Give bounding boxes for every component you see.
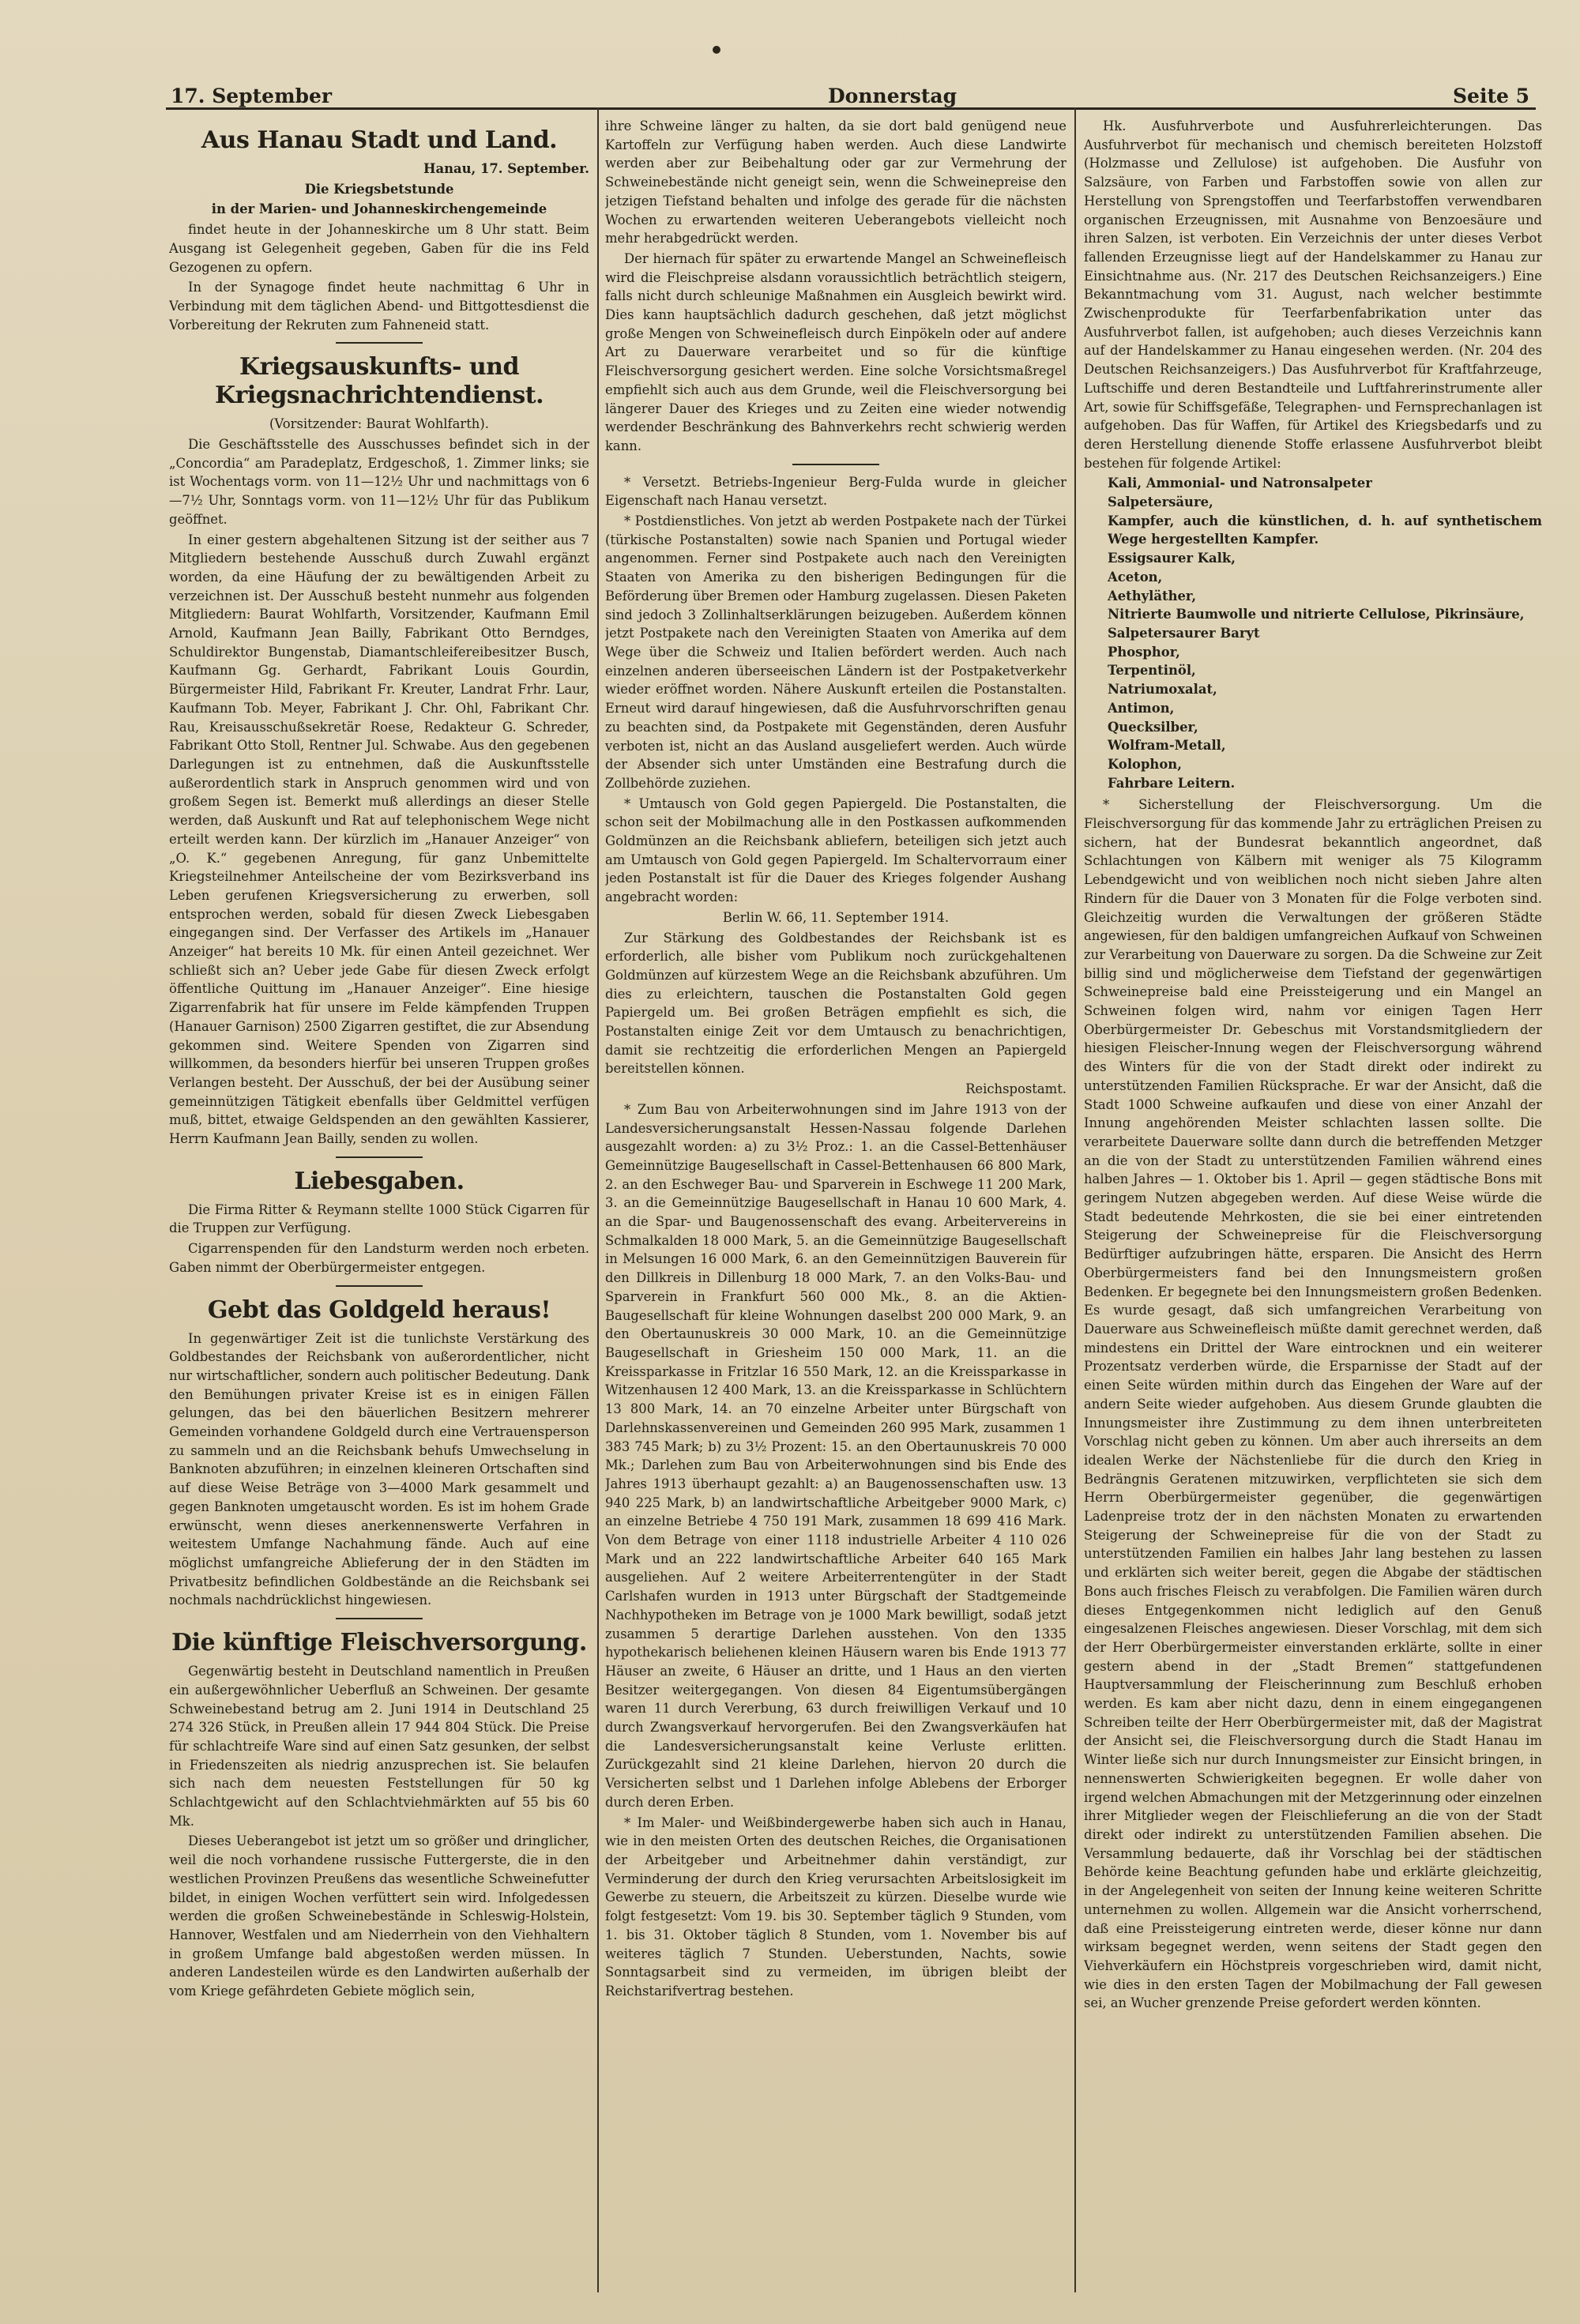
paragraph: * Sicherstellung der Fleischversorgung. Um die Fleischversorgung für das kommende Jahr zu erträglichen Preisen zu sichern, hat der Bundesrat bekanntlich angeordnet, daß Schlachtungen von Kälbern mit weniger als 75 Kilogramm Lebendgewicht und von weiblichen noch nicht sieben Jahre alten Rindern für die Dauer von 3 Monaten für die Folge verboten sind. Gleichzeitig wurden die Verwaltungen der größeren Städte angewiesen, für den baldigen umfangreichen Aufkauf von Schweinen zur Verarbeitung von Dauerware zu sorgen. Da die Schweine zur Zeit billig sind und möglicherweise dem Tiefstand der gegenwärtigen Schweinepreise bald eine Preissteigerung und ein Mangel an Schweinen folgen wird, nahm vor einigen Tagen Herr Oberbürgermeister Dr. Gebeschus mit Vorstandsmitgliedern der hiesigen Fleischer-Innung wegen der Fleischversorgung während des Winters für die von der Stadt direkt oder indirekt zu unterstützenden Familien Rücksprache. Er war der Ansicht, daß die Stadt 1000 Schweine aufkaufen und diese von einer Anzahl der Innung angehörenden Meister schlachten lassen sollte. Die verarbeitete Dauerware sollte dann durch die betreffenden Metzger an die von der Stadt zu unterstützenden Familien während eines halben Jahres — 1. Oktober bis 1. April — gegen städtische Bons mit geringem Nutzen abgegeben werden. Auf diese Weise würde die Stadt bedeutende Mehrkosten, die sie bei einer eintretenden Steigerung der Schweinepreise für die Fleischversorgung Bedürftiger aufzubringen hätte, ersparen. Die Ansicht des Herrn Oberbürgermeisters fand bei den Innungsmeistern großen Bedenken. Er begegnete bei den Innungsmeistern großen Bedenken. Es wurde gesagt, daß sich umfangreichen Verarbeitung von Dauerware aus Schweinefleisch müßte damit gerechnet werden, daß mindestens ein Drittel der Ware eintrocknen und ein weiterer Prozentsatz verderben würde, die Ersparnisse der Stadt auf der einen Seite würden mithin durch das Eingehen der Ware auf der andern Seite wieder aufgehoben. Aus diesem Grunde glaubten die Innungsmeister ihre Zustimmung zu dem ihnen unterbreiteten Vorschlag nicht geben zu können. Um aber auch ihrerseits an dem idealen Werke der Nächstenliebe für die durch den Krieg in Bedrängnis Geratenen mitzuwirken, verpflichteten sie sich dem Herrn Oberbürgermeister gegenüber, die gegenwärtigen Ladenpreise trotz der in den nächsten Monaten zu erwartenden Steigerung der Schweinepreise für die von der Stadt zu unterstützenden Familien ein halbes Jahr lang bestehen zu lassen und erklärten sich weiter bereit, gegen die Abgabe der städtischen Bons auch frisches Fleisch zu verabfolgen. Die Familien wären durch dieses Entgegenkommen nicht lediglich auf den Genuß eingesalzenen Fleisches angewiesen. Dieser Vorschlag, mit dem sich der Herr Oberbürgermeister einverstanden erklärte, sollte in einer gestern abend in der „Stadt Bremen“ stattgefundenen Hauptversammlung der Fleischerinnung zum Beschluß erhoben werden. Es kam aber nicht dazu, denn in einem eingegangenen Schreiben teilte der Herr Oberbürgermeister mit, daß der Magistrat der Ansicht sei, die Fleischversorgung durch die Stadt Hanau im Winter ließe sich nur durch Innungsmeister zur Einsicht bringen, in nennenswerten Schwierigkeiten begegnen. Er wolle daher von irgend welchen Abmachungen mit der Metzgerinnung oder einzelnen ihrer Mitglieder wegen der Fleischlieferung an die von der Stadt direkt oder indirekt zu unterstützenden Familien absehen. Die Versammlung bedauerte, daß ihr Vorschlag bei der städtischen Behörde keine Beachtung gefunden habe und erklärte gleichzeitig, in der Angelegenheit von seiten der Innung keine weiteren Schritte unternehmen zu wollen. Allgemein war die Ansicht vorherrschend, daß eine Preissteigerung eintreten werde, dieser könne nur dann wirksam begegnet werden, wenn seitens der Stadt gegen den Viehverkäufern ein Höchstpreis vorgeschrieben wird, damit nicht, wie dies in den ersten Tagen der Mobilmachung der Fall gewesen sei, an Wucher grenzende Preise gefordert werden könnten.: [1084, 797, 1542, 2011]
paragraph: In der Synagoge findet heute nachmittag 6 Uhr in Verbindung mit dem täglichen Abend- und Bittgottesdienst die Vorbereitung der Rekruten zum Fahneneid statt.: [169, 280, 589, 333]
paragraph: Zur Stärkung des Goldbestandes der Reichsbank ist es erforderlich, alle bisher vom Publikum noch zurückgehaltenen Goldmünzen auf kürzestem Wege an die Reichsbank abzuführen. Um dies zu erleichtern, tauschen die Postanstalten Gold gegen Papiergeld um. Bei großen Beträgen empfiehlt es sich, die Postanstalten einige Zeit vor dem Umtausch zu benachrichtigen, damit sie rechtzeitig die erforderlichen Mengen an Papiergeld bereitstellen können.: [605, 930, 1066, 1077]
paragraph: Der hiernach für später zu erwartende Mangel an Schweinefleisch wird die Fleischpreise alsdann voraussichtlich beträchtlich steigern, falls nicht durch schleunige Maßnahmen ein Ausgleich bewirkt wird. Dies kann hauptsächlich dadurch geschehen, daß jetzt möglichst große Mengen von Schweinefleisch durch Einpökeln oder auf andere Art zu Dauerware verarbeitet und so für die künftige Fleischversorgung gesichert werden. Eine solche Vorsichtsmaßregel empfiehlt sich auch aus dem Grunde, weil die Fleischversorgung bei längerer Dauer des Krieges und zu Zeiten eine wieder notwendig werdender Beschränkung des Bahnverkehrs recht schwierig werden kann.: [605, 250, 1066, 453]
header-rule: [166, 107, 1536, 110]
list-item: Fahrbare Leitern.: [1108, 775, 1236, 791]
subheading-chair: (Vorsitzender: Baurat Wohlfarth).: [269, 416, 489, 432]
paragraph: * Im Maler- und Weißbindergewerbe haben sich auch in Hanau, wie in den meisten Orten des deutschen Reiches, die Organisationen der Arbeitgeber und Arbeitnehmer dahin verständigt, zur Verminderung der durch den Krieg verursachten Arbeitslosigkeit im Gewerbe zu steuern, die Arbeitszeit zu kürzen. Dieselbe wurde wie folgt festgesetzt: Vom 19. bis 30. September täglich 9 Stunden, vom 1. bis 31. Oktober täglich 8 Stunden, vom 1. November bis auf weiteres täglich 7 Stunden. Ueberstunden, Nachts, sowie Sonntagsarbeit sind zu vermeiden, im übrigen bleibt der Reichstarifvertrag bestehen.: [605, 1814, 1066, 1999]
separator: [792, 464, 879, 465]
paragraph: * Zum Bau von Arbeiterwohnungen sind im Jahre 1913 von der Landesversicherungsanstalt Hessen-Nassau folgende Darlehen ausgezahlt worden: a) zu 3½ Proz.: 1. an die Cassel-Bettenhäuser Gemeinnützige Baugesellschaft in Cassel-Bettenhausen 66 800 Mark, 2. an den Eschweger Bau- und Sparverein in Eschwege 11 200 Mark, 3. an die Gemeinnützige Baugesellschaft in Hanau 10 600 Mark, 4. an die Spar- und Baugenossenschaft des evang. Arbeitervereins in Schmalkalden 18 000 Mark, 5. an die Gemeinnützige Baugesellschaft in Melsungen 16 000 Mark, 6. an den Gemeinnützigen Bauverein für den Dillkreis in Dillenburg 18 000 Mark, 7. an den Volks-Bau- und Sparverein in Frankfurt 560 000 Mk., 8. an die Aktien-Baugesellschaft für kleine Wohnungen daselbst 200 000 Mark, 9. an den Obertaunuskreis 30 000 Mark, 10. an die Gemeinnützige Baugesellschaft in Griesheim 150 000 Mark, 11. an die Kreissparkasse in Fritzlar 16 550 Mark, 12. an die Kreissparkasse in Witzenhausen 12 400 Mark, 13. an die Kreissparkasse in Schlüchtern 13 800 Mark, 14. an 70 einzelne Arbeiter unter Bürgschaft von Darlehnskassenvereinen und Gemeinden 260 995 Mark, zusammen 1 383 745 Mark; b) zu 3½ Prozent: 15. an den Obertaunuskreis 70 000 Mk.; Darlehen zum Bau von Arbeiterwohnungen sind bis Ende des Jahres 1913 überhaupt gezahlt: a) an Baugenossenschaften usw. 13 940 225 Mark, b) an landwirtschaftliche Arbeitgeber 9000 Mark, c) an einzelne Betriebe 4 750 191 Mark, zusammen 18 699 416 Mark. Von dem Betrage von einer 1118 industrielle Arbeiter 4 110 026 Mark und an 222 landwirtschaftliche Arbeiter 640 165 Mark ausgeliehen. Auf 2 weitere Arbeiterrentengüter in der Stadt Carlshafen wurden in 1913 unter Bürgschaft der Stadtgemeinde Nachhypotheken im Betrage von je 1000 Mark bewilligt, sodaß jetzt zusammen 5 derartige Darlehen ausstehen. Von den 1335 hypothekarisch beliehenen kleinen Häusern waren bis Ende 1913 77 Häuser an zweite, 6 Häuser an dritte, und 1 Haus an den vierten Besitzer weitergegangen. Von diesen 84 Eigentumsübergängen waren 11 durch Vererbung, 63 durch freiwilligen Verkauf und 10 durch Zwangsverkauf hervorgerufen. Bei den Zwangsverkäufen hat die Landesversicherungsanstalt keine Verluste erlitten. Zurückgezahlt sind 21 kleine Darlehen, hiervon 20 durch die Versicherten selbst und 1 Darlehen infolge Ablebens der Erborger durch deren Erben.: [605, 1101, 1066, 1810]
heading-fleischversorgung: Die künftige Fleischversorgung.: [171, 1629, 587, 1657]
punch-hole: [713, 46, 720, 54]
list-item: Phosphor,: [1108, 644, 1180, 660]
paragraph: In gegenwärtiger Zeit ist die tunlichste Verstärkung des Goldbestandes der Reichsbank von außerordentlicher, nicht nur wirtschaftlicher, sondern auch politischer Bedeutung. Dank den Bemühungen privater Kreise ist es in einigen Fällen gelungen, das bei den bäuerlichen Besitzern mehrerer Gemeinden vorhandene Goldgeld durch eine Vertrauensperson zu sammeln und an die Reichsbank behufs Umwechselung in Banknoten abzuführen; in einzelnen kleineren Ortschaften sind auf diese Weise Beträge von 3—4000 Mark gesammelt und gegen Banknoten umgetauscht worden. Es ist im hohem Grade erwünscht, wenn dieses anerkennenswerte Verfahren in weitestem Umfange Nachahmung fände. Auch auf eine möglichst umfangreiche Ablieferung der in den Städten im Privatbesitz befindlichen Goldbestände an die Reichsbank sei nochmals nachdrücklichst hingewiesen.: [169, 1330, 589, 1608]
list-item: Antimon,: [1108, 700, 1175, 716]
list-item: Aceton,: [1108, 569, 1163, 585]
dateline: Hanau, 17. September.: [423, 161, 589, 176]
signature: Reichspostamt.: [965, 1081, 1066, 1097]
list-item: Salpetersaurer Baryt: [1108, 625, 1260, 641]
paragraph: * Versetzt. Betriebs-Ingenieur Berg-Fulda wurde in gleicher Eigenschaft nach Hanau versetzt.: [605, 474, 1066, 509]
list-item: Salpetersäure,: [1108, 495, 1213, 510]
paragraph: Die Geschäftsstelle des Ausschusses befindet sich in der „Concordia“ am Paradeplatz, Erdgeschoß, 1. Zimmer links; sie ist Wochentags vorm. von 11—12½ Uhr und nachmittags von 6—7½ Uhr, Sonntags vorm. von 11—12½ Uhr für das Publikum geöffnet.: [169, 437, 589, 527]
paragraph: ihre Schweine länger zu halten, da sie dort bald genügend neue Kartoffeln zur Verfügung haben werden. Auch diese Landwirte werden aber zur Beibehaltung oder gar zur Vermehrung der Schweinebestände nicht geneigt sein, wenn die Schweinepreise den jetzigen Tiefstand behalten und infolge des gerade für die nächsten Wochen zu erwartenden weiteren Ueberangebots vielleicht noch mehr herabgedrückt werden.: [605, 118, 1066, 246]
column-2: [605, 117, 1066, 2292]
paragraph: Cigarrenspenden für den Landsturm werden noch erbeten. Gaben nimmt der Oberbürgermeister entgegen.: [169, 1241, 589, 1275]
separator: [336, 342, 423, 344]
paragraph: Hk. Ausfuhrverbote und Ausfuhrerleichterungen. Das Ausfuhrverbot für mechanisch und chemisch bereiteten Holzstoff (Holzmasse und Zellulose) ist aufgehoben. Die Ausfuhr von Salzsäure, von Farben und Farbstoffen sowie von allen zur Herstellung von Sprengstoffen und Teerfarbstoffen verwendbaren organischen Erzeugnissen, mit Ausnahme von Benzoesäure und ihren Salzen, ist verboten. Ein Verzeichnis der unter dieses Verbot fallenden Erzeugnisse liegt auf der Handelskammer zu Hanau zur Einsichtnahme aus. (Nr. 217 des Deutschen Reichsanzeigers.) Eine Bekanntmachung vom 31. August, nach welcher bestimmte Zwischenprodukte für Teerfarbenfabrikation unter das Ausfuhrverbot fallen, ist aufgehoben; auch dieses Verzeichnis kann auf der Handelskammer zu Hanau eingesehen werden. (Nr. 204 des Deutschen Reichsanzeigers.) Das Ausfuhrverbot für Kraftfahrzeuge, Luftschiffe und deren Bestandteile und Luftfahrerinstrumente aller Art, sowie für Schiffsgefäße, Telegraphen- und Fernsprechanlagen ist aufgehoben. Das für Waffen, für Artikel des Kriegsbedarfs und zu deren Herstellung dienende Stoffe erlassene Ausfuhrverbot bleibt bestehen für folgende Artikel:: [1084, 118, 1542, 471]
notice-dateline: Berlin W. 66, 11. September 1914.: [722, 909, 950, 925]
separator: [336, 1618, 423, 1619]
column-3: [1084, 117, 1542, 2292]
heading-kriegsauskunft: Kriegsauskunfts- und Kriegsnachrichtendienst.: [214, 353, 544, 410]
column-divider-1: [597, 107, 599, 2292]
list-item: Kali, Ammonial- und Natronsalpeter: [1108, 476, 1372, 491]
column-divider-2: [1074, 107, 1076, 2292]
list-item: Wolfram-Metall,: [1108, 738, 1226, 754]
paragraph: findet heute in der Johanneskirche um 8 Uhr statt. Beim Ausgang ist Gelegenheit gegeben, Gaben für die ins Feld Gezogenen zu opfern.: [169, 222, 589, 275]
header-day: Donnerstag: [828, 85, 957, 107]
heading-local-news: Aus Hanau Stadt und Land.: [201, 126, 558, 154]
header-page-number: Seite 5: [1452, 85, 1529, 107]
paragraph: * Umtausch von Gold gegen Papiergeld. Die Postanstalten, die schon seit der Mobilmachung alle in den Postkassen aufkommenden Goldmünzen an die Reichsbank abliefern, beteiligen sich jetzt auch am Umtausch von Gold gegen Papiergeld. Im Schaltervorraum einer jeden Postanstalt ist für die Dauer des Krieges folgender Aushang angebracht worden:: [605, 795, 1066, 905]
column-1: [169, 117, 589, 2292]
list-item: Natriumoxalat,: [1108, 682, 1217, 698]
paragraph: Dieses Ueberangebot ist jetzt um so größer und dringlicher, weil die noch vorhandene russische Futtergerste, die in den westlichen Provinzen Preußens das wesentliche Schweinefutter bildet, in einigen Wochen verfüttert sein wird. Infolgedessen werden die großen Schweinebestände in Schleswig-Holstein, Hannover, Westfalen und am Niederrhein von den Viehhaltern in großem Umfange bald abgestoßen werden müssen. In anderen Landesteilen würde es den Landwirten außerhalb der vom Kriege gefährdeten Gebiete möglich sein,: [169, 1833, 589, 1999]
subheading-gemeinde: in der Marien- und Johanneskirchengemeinde: [211, 201, 547, 217]
list-item: Terpentinöl,: [1108, 663, 1196, 679]
heading-liebesgaben: Liebesgaben.: [294, 1167, 465, 1195]
paragraph: Gegenwärtig besteht in Deutschland namentlich in Preußen ein außergewöhnlicher Ueberfluß an Schweinen. Der gesamte Schweinebestand betrug am 2. Juni 1914 in Deutschland 25 274 326 Stück, in Preußen allein 17 944 804 Stück. Die Preise für schlachtreife Ware sind auf einen Satz gesunken, der selbst in Friedenszeiten als niedrig anzusprechen ist. Sie belaufen sich nach dem neuesten Feststellungen für 50 kg Schlachtgewicht auf den Schlachtviehmärkten auf 55 bis 60 Mk.: [169, 1664, 589, 1829]
separator: [336, 1285, 423, 1287]
heading-goldgeld: Gebt das Goldgeld heraus!: [207, 1295, 551, 1324]
list-item: Essigsaurer Kalk,: [1108, 551, 1236, 566]
paragraph: * Postdienstliches. Von jetzt ab werden Postpakete nach der Türkei (türkische Postanstalten) sowie nach Spanien und Portugal wieder angenommen. Ferner sind Postpakete auch nach den Vereinigten Staaten von Amerika zu den bisherigen Bedingungen für die Beförderung über Bremen oder Hamburg zugelassen. Diesen Paketen sind jedoch 3 Zollinhaltserklärungen beizugeben. Außerdem können jetzt Postpakete nach den Vereinigten Staaten von Amerika auf dem Wege über die Schweiz und Italien befördert werden. Auch nach einzelnen anderen überseeischen Ländern ist der Postpaketverkehr wieder eröffnet worden. Nähere Auskunft erteilen die Postanstalten. Erneut wird darauf hingewiesen, daß die Ausfuhrvorschriften genau zu beachten sind, da Postpakete mit Gegenständen, deren Ausfuhr verboten ist, nicht an das Ausland ausgeliefert werden. Auch würde der Absender sich unter Umständen eine Bestrafung durch die Zollbehörde zuziehen.: [605, 513, 1066, 791]
header-date: 17. September: [171, 85, 333, 107]
subheading-betstunde: Die Kriegsbetstunde: [304, 181, 454, 197]
list-item: Aethyläther,: [1108, 588, 1197, 604]
list-item: Quecksilber,: [1108, 719, 1198, 735]
list-item: Kampfer, auch die künstlichen, d. h. auf synthetischem Wege hergestellten Kampfer.: [1108, 513, 1542, 547]
paragraph: In einer gestern abgehaltenen Sitzung ist der seither aus 7 Mitgliedern bestehende Ausschuß durch Zuwahl ergänzt worden, da eine Häufung der zu bewältigenden Arbeit zu verzeichnen ist. Der Ausschuß besteht nunmehr aus folgenden Mitgliedern: Baurat Wohlfarth, Vorsitzender, Kaufmann Emil Arnold, Kaufmann Jean Bailly, Fabrikant Otto Berndges, Schuldirektor Bungenstab, Diamantschleifereibesitzer Busch, Kaufmann Gg. Gerhardt, Fabrikant Louis Gourdin, Bürgermeister Hild, Fabrikant Fr. Kreuter, Landrat Frhr. Laur, Kaufmann Tob. Meyer, Fabrikant J. Chr. Ohl, Fabrikant Chr. Rau, Kreisausschußsekretär Roese, Redakteur G. Schreder, Fabrikant Otto Stoll, Rentner Jul. Schwabe. Aus den gegebenen Darlegungen ist zu entnehmen, daß die Auskunftsstelle außerordentlich stark in Anspruch genommen wird und von großem Segen ist. Bemerkt muß allerdings an dieser Stelle werden, daß Auskunft und Rat auf telephonischem Wege nicht erteilt werden kann. Der kürzlich im „Hanauer Anzeiger“ von „O. K.“ gegebenen Anregung, für ganz Unbemittelte Kriegsteilnehmer Anteilscheine der vom Bezirksverband ins Leben gerufenen Kriegsversicherung zu erwerben, soll entsprochen werden, sobald für diesen Zweck Liebesgaben eingegangen sind. Der Verfasser des Artikels im „Hanauer Anzeiger“ hat bereits 10 Mk. für einen Anteil gezeichnet. Wer schließt sich an? Ueber jede Gabe für diesen Zweck erfolgt öffentliche Quittung im „Hanauer Anzeiger“. Eine hiesige Zigarrenfabrik hat für unsere im Felde kämpfenden Truppen (Hanauer Garnison) 2500 Zigarren gestiftet, die zur Absendung gekommen sind. Weitere Spenden von Zigarren sind willkommen, da besonders hierfür bei unseren Truppen großes Verlangen besteht. Der Ausschuß, der bei der Ausübung seiner gemeinnützigen Tätigkeit ebenfalls über Geldmittel verfügen muß, bittet, etwaige Geldspenden an den gewählten Kassierer, Herrn Kaufmann Jean Bailly, senden zu wollen.: [169, 532, 589, 1147]
list-item: Kolophon,: [1108, 756, 1182, 772]
export-article-list: [1108, 474, 1542, 792]
list-item: Nitrierte Baumwolle und nitrierte Cellulose, Pikrinsäure,: [1108, 607, 1525, 622]
separator: [336, 1156, 423, 1158]
page-header: [171, 76, 1529, 107]
paragraph: Die Firma Ritter & Reymann stellte 1000 Stück Cigarren für die Truppen zur Verfügung.: [169, 1201, 589, 1236]
